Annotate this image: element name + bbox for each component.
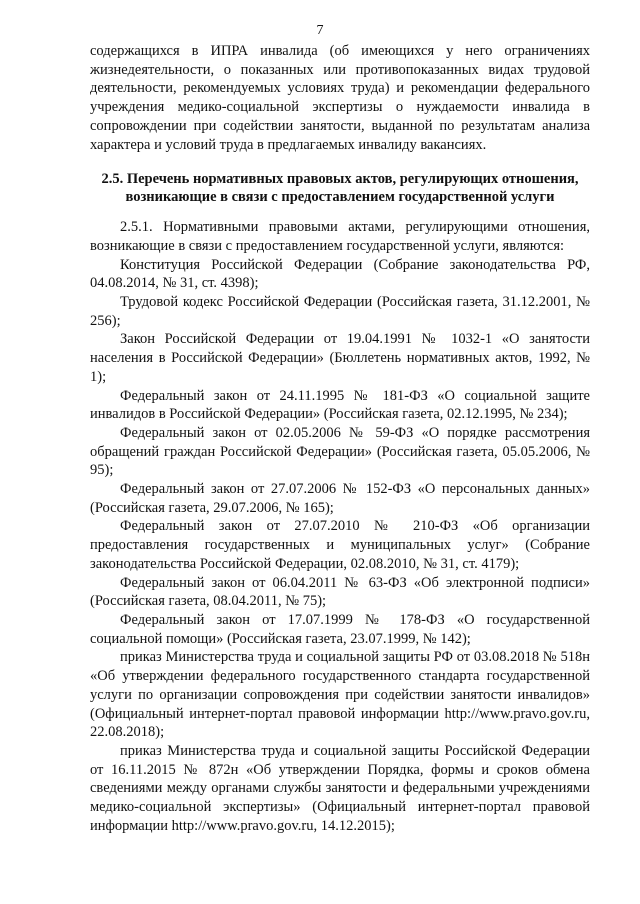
section-heading: 2.5. Перечень нормативных правовых актов, регулирующих отношения, возникающие в связи с предоставлением государственной услуги bbox=[101, 171, 579, 206]
act-order-518n: приказ Министерства труда и социальной защиты РФ от 03.08.2018 № 518н «Об утверждении федерального государственного стандарта государственной услуги по организации сопровождения при содействии занятости инвалидов» (Официальный интернет-портал правовой информации http://www.pravo.gov.ru, 22.08.2018); bbox=[90, 649, 590, 741]
act-public-services: Федеральный закон от 27.07.2010 № 210-ФЗ «Об организации предоставления государственных и муниципальных услуг» (Собрание законодательства Российской Федерации, 02.08.2010, № 31, ст. 4179); bbox=[90, 518, 590, 572]
page-number: 7 bbox=[316, 23, 324, 38]
act-disability-protection: Федеральный закон от 24.11.1995 № 181-ФЗ «О социальной защите инвалидов в Российской Федерации» (Российская газета, 02.12.1995, № 234); bbox=[90, 387, 590, 423]
intro-paragraph: содержащихся в ИПРА инвалида (об имеющихся у него ограничениях жизнедеятельности, о показанных или противопоказанных видах трудовой деятельности, рекомендуемых условиях труда) и рекомендации федерального учреждения медико-социальной экспертизы о нуждаемости инвалида в сопровождении при содействии занятости, выданной по результатам анализа характера и условий труда в предлагаемых инвалиду вакансиях. bbox=[90, 43, 590, 153]
act-electronic-signature: Федеральный закон от 06.04.2011 № 63-ФЗ «Об электронной подписи» (Российская газета, 08.04.2011, № 75); bbox=[90, 574, 590, 610]
act-labor-code: Трудовой кодекс Российской Федерации (Российская газета, 31.12.2001, № 256); bbox=[90, 294, 590, 329]
page-content bbox=[90, 42, 590, 835]
act-personal-data: Федеральный закон от 27.07.2006 № 152-ФЗ «О персональных данных» (Российская газета, 29.07.2006, № 165); bbox=[90, 481, 590, 516]
act-employment-law: Закон Российской Федерации от 19.04.1991 № 1032-1 «О занятости населения в Российской Федерации» (Бюллетень нормативных актов, 1992, № 1); bbox=[90, 331, 590, 385]
act-order-872n: приказ Министерства труда и социальной защиты Российской Федерации от 16.11.2015 № 872н «Об утверждении Порядка, формы и сроков обмена сведениями между органами службы занятости и федеральными учреждениями медико-социальной экспертизы» (Официальный интернет-портал правовой информации http://www.pravo.gov.ru, 14.12.2015); bbox=[90, 742, 590, 834]
act-citizen-appeals: Федеральный закон от 02.05.2006 № 59-ФЗ «О порядке рассмотрения обращений граждан Российской Федерации» (Российская газета, 05.05.2006, № 95); bbox=[90, 424, 590, 479]
lead-paragraph: 2.5.1. Нормативными правовыми актами, регулирующими отношения, возникающие в связи с предоставлением государственной услуги, являются: bbox=[90, 219, 590, 254]
act-social-assistance: Федеральный закон от 17.07.1999 № 178-ФЗ «О государственной социальной помощи» (Российская газета, 23.07.1999, № 142); bbox=[90, 611, 590, 647]
act-constitution: Конституция Российской Федерации (Собрание законодательства РФ, 04.08.2014, № 31, ст. 4398); bbox=[90, 256, 590, 292]
